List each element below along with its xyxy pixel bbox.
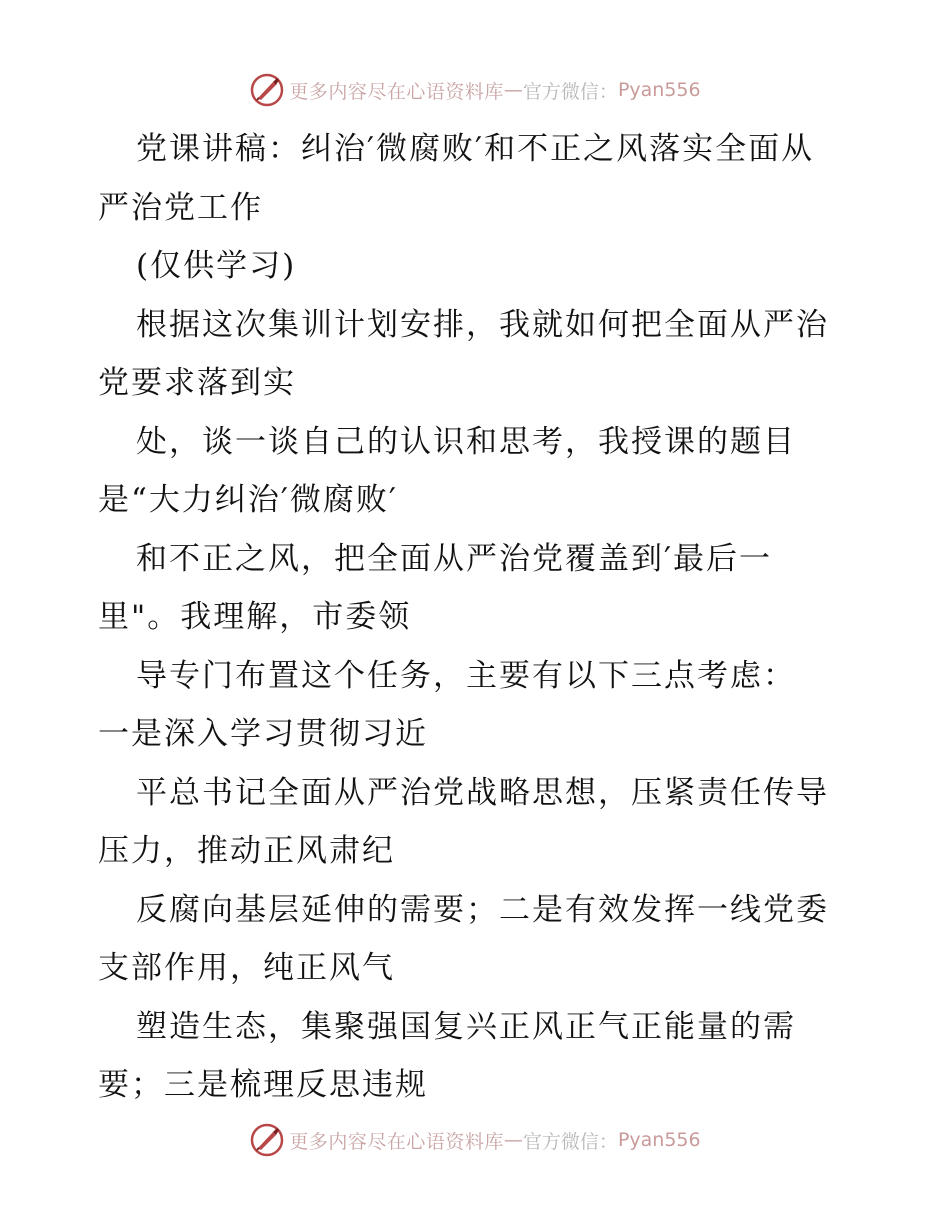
document-body [98, 120, 858, 1115]
text-line: 压力，推动正风肃纪 [98, 833, 395, 869]
text-line: (仅供学习) [136, 248, 297, 284]
banner-dash: — [503, 79, 523, 101]
text-line: 党课讲稿：纠治′微腐败′和不正之风落实全面从 [136, 131, 815, 167]
banner-wechat-label: 官方微信： [522, 80, 618, 103]
text-line: 支部作用，纯正风气 [98, 950, 395, 986]
banner-dash: — [503, 1129, 523, 1151]
footer-banner [0, 1120, 950, 1160]
banner-brand: 更多内容尽在心语资料库 [289, 80, 504, 103]
text-line: 平总书记全面从严治党战略思想，压紧责任传导 [136, 774, 829, 811]
text-line: 要；三是梳理反思违规 [98, 1067, 428, 1103]
text-line: 塑造生态，集聚强国复兴正风正气正能量的需 [136, 1008, 796, 1045]
text-line: 处，谈一谈自己的认识和思考，我授课的题目 [136, 423, 796, 460]
banner-account: Pyan556 [617, 1129, 701, 1151]
seal-pen-logo-icon [249, 1122, 285, 1158]
text-line: 根据这次集训计划安排，我就如何把全面从严治 [136, 306, 829, 343]
text-line: 反腐向基层延伸的需要；二是有效发挥一线党委 [136, 891, 829, 928]
text-line: 和不正之风，把全面从严治党覆盖到′最后一 [136, 540, 773, 577]
header-banner [0, 70, 950, 110]
text-line: 严治党工作 [98, 189, 263, 226]
banner-account: Pyan556 [617, 79, 701, 101]
text-line: 是“大力纠治′微腐败′ [98, 482, 398, 518]
banner-brand: 更多内容尽在心语资料库 [289, 1130, 504, 1153]
text-line: 一是深入学习贯彻习近 [98, 716, 428, 752]
banner-wechat-label: 官方微信： [522, 1130, 618, 1153]
seal-pen-logo-icon [249, 72, 285, 108]
text-line: 里"。我理解，市委领 [98, 599, 412, 635]
text-line: 党要求落到实 [98, 365, 296, 401]
text-line: 导专门布置这个任务，主要有以下三点考虑： [136, 657, 796, 694]
